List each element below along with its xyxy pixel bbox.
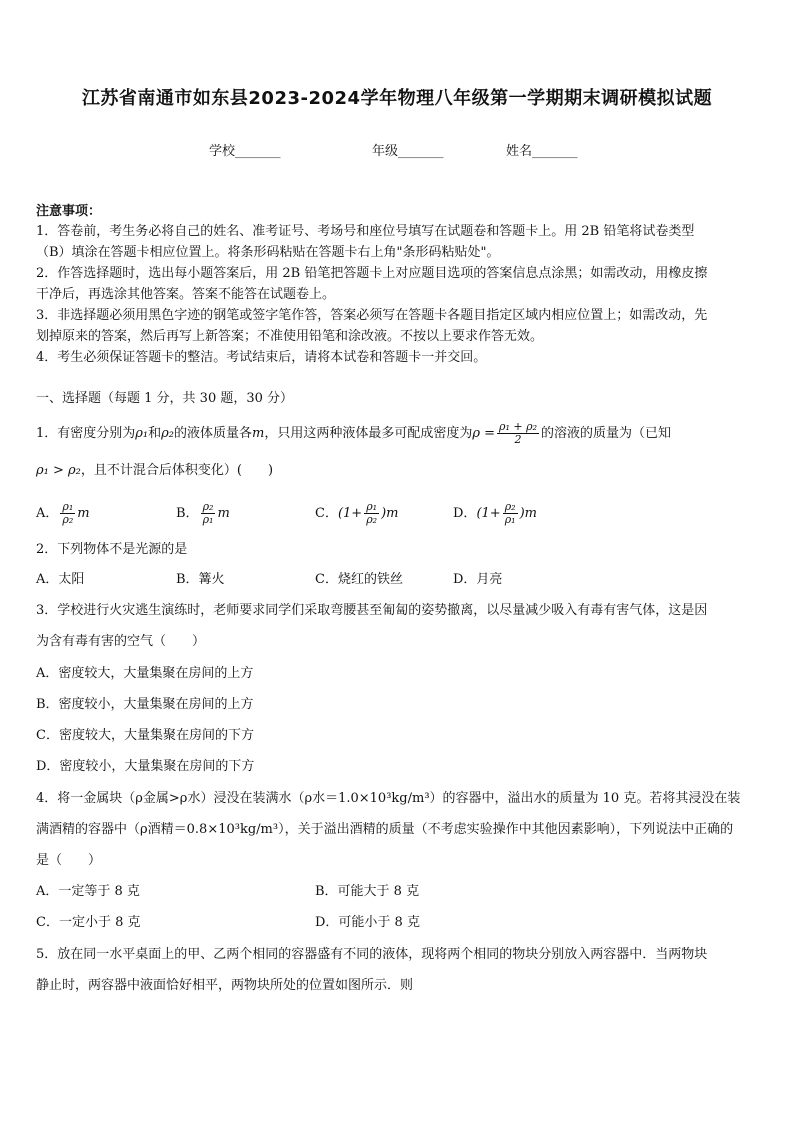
notice-item-2-line-1: 2．作答选择题时，选出每小题答案后，用 2B 铅笔把答题卡上对应题目选项的答案信息点涂黑；如需改动，用橡皮擦 [36,266,708,281]
q1-option-c-post: )m [381,506,399,521]
q3-option-d[interactable]: D．密度较小，大量集聚在房间的下方 [36,759,255,774]
grade-field: 年级_______ [372,144,444,159]
q1-option-c-pre: (1+ [337,506,363,521]
q1-option-b-num: ρ₂ [202,500,214,513]
exam-title: 江苏省南通市如东县2023-2024学年物理八年级第一学期期末调研模拟试题 [81,88,713,109]
q1-density-fraction [497,421,539,446]
q1-rho1: ρ₁ [135,426,149,441]
q1-condition: ρ₁ > ρ₂ [36,463,81,478]
q1-rho-eq: ρ = [472,426,496,441]
q1-option-c-num: ρ₁ [366,500,378,513]
q1-fraction-numerator: ρ₁ + ρ₂ [499,420,538,433]
name-field: 姓名_______ [506,144,578,159]
notice-item-4: 4．考生必须保证答题卡的整洁。考试结束后，请将本试卷和答题卡一并交回。 [36,350,487,365]
notice-item-3-line-2: 划掉原来的答案，然后再写上新答案；不准使用铅笔和涂改液。不按以上要求作答无效。 [36,329,544,344]
question-5-stem-line-2: 静止时，两容器中液面恰好相平，两物块所处的位置如图所示．则 [36,978,414,993]
school-field: 学校_______ [209,144,281,159]
q1-option-d-post: )m [519,506,537,521]
q1-option-d-num: ρ₂ [504,500,516,513]
q1-and: 和 [148,426,162,441]
question-3-stem-line-2: 为含有毒有害的空气（ ） [36,634,206,649]
question-3-stem-line-1: 3．学校进行火灾逃生演练时，老师要求同学们采取弯腰甚至匍匐的姿势撤离，以尽量减少吸入有毒有害气体，这是因 [36,603,708,618]
notice-item-3-line-1: 3．非选择题必须用黑色字迹的钢笔或签字笔作答，答案必须写在答题卡各题目指定区域内相应位置上；如需改动，先 [36,308,708,323]
q4-option-d[interactable]: D．可能小于 8 克 [315,915,420,930]
q1-option-d-label: D． [453,506,477,521]
notice-item-1-line-2: （B）填涂在答题卡相应位置上。将条形码粘贴在答题卡右上角"条形码粘贴处"。 [36,245,500,260]
q1-option-a-den: ρ₂ [62,513,74,526]
notice-item-2-line-2: 干净后，再选涂其他答案。答案不能答在试题卷上。 [36,287,336,302]
q4-option-c[interactable]: C．一定小于 8 克 [36,915,141,930]
q1-text-d: 的溶液的质量为（已知 [541,426,672,441]
q1-option-a-m: m [77,506,90,521]
q1-fraction-denominator: 2 [514,433,522,446]
q1-option-b-den: ρ₁ [202,513,214,526]
q1-option-b-fraction [201,501,216,526]
q1-text-c: ，只用这两种液体最多可配成密度为 [264,426,473,441]
q1-option-c-label: C． [315,506,338,521]
question-1-stem [36,420,671,448]
notice-heading: 注意事项： [36,204,102,219]
notice-item-1-line-1: 1．答卷前，考生务必将自己的姓名、准考证号、考场号和座位号填写在试题卷和答题卡上。用 2B 铅笔将试卷类型 [36,224,695,239]
q2-option-c[interactable]: C．烧红的铁丝 [315,572,403,587]
q1-option-b[interactable] [176,500,230,528]
q1-option-d-fraction [503,501,518,526]
q2-option-b[interactable]: B．篝火 [176,572,225,587]
question-2-stem: 2．下列物体不是光源的是 [36,542,188,557]
section-1-heading: 一、选择题（每题 1 分，共 30 题，30 分） [36,391,294,406]
q1-option-a-label: A． [36,506,59,521]
q1-option-a[interactable] [36,500,90,528]
q3-option-a[interactable]: A．密度较大，大量集聚在房间的上方 [36,666,254,681]
q1-option-d[interactable] [453,500,537,528]
q1-m: m [252,426,265,441]
q1-option-d-pre: (1+ [476,506,501,521]
question-4-stem-line-1: 4．将一金属块（ρ金属>ρ水）浸没在装满水（ρ水＝1.0×10³kg/m³）的容器中，溢出水的质量为 10 克。若将其浸没在装 [36,791,741,806]
question-4-stem-line-3: 是（ ） [36,853,102,868]
q1-text-b: 的液体质量各 [174,426,253,441]
q1-option-c[interactable] [315,500,399,528]
q1-rho2: ρ₂ [161,426,175,441]
q1-text-a: 1．有密度分别为 [36,426,136,441]
q1-option-c-fraction [364,501,379,526]
q1-option-d-den: ρ₁ [504,513,516,526]
q1-option-b-m: m [217,506,230,521]
q1-option-a-num: ρ₁ [62,500,74,513]
question-5-stem-line-1: 5．放在同一水平桌面上的甲、乙两个相同的容器盛有不同的液体，现将两个相同的物块分别放入两容器中．当两物块 [36,947,708,962]
q2-option-d[interactable]: D．月亮 [453,572,503,587]
q1-option-c-den: ρ₂ [366,513,378,526]
q1-option-b-label: B． [176,506,199,521]
q4-option-a[interactable]: A．一定等于 8 克 [36,884,140,899]
q3-option-b[interactable]: B．密度较小，大量集聚在房间的上方 [36,697,254,712]
q1-text-e: ，且不计混合后体积变化）( ) [80,463,274,478]
q2-option-a[interactable]: A．太阳 [36,572,85,587]
question-1-condition [36,463,273,479]
q3-option-c[interactable]: C．密度较大，大量集聚在房间的下方 [36,728,254,743]
question-4-stem-line-2: 满酒精的容器中（ρ酒精＝0.8×10³kg/m³），关于溢出酒精的质量（不考虑实验操作中其他因素影响），下列说法中正确的 [36,822,734,837]
q4-option-b[interactable]: B．可能大于 8 克 [315,884,420,899]
q1-option-a-fraction [60,501,75,526]
